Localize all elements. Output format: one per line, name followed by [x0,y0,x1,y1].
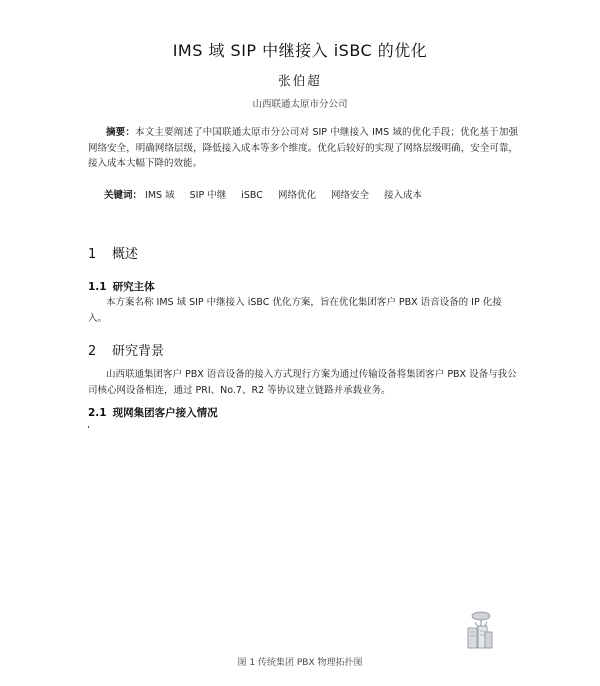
author: 张伯超 [278,73,322,88]
figure-caption: 图 1 传统集团 PBX 物理拓扑图 [237,658,363,668]
abstract-text: 本文主要阐述了中国联通太原市分公司对 SIP 中继接入 IMS 域的优化手段；优化基于加强网络安全，明确网络层级，降低接入成本等多个维度。优化后较好的实现了网络层级明确，安全可靠，接入成本大幅下降的效能。 [88,127,518,169]
abstract-label: 摘要： [106,127,136,138]
affiliation: 山西联通太原市分公司 [252,99,348,110]
section-heading [88,243,138,262]
figure-placeholder-mark [88,426,89,428]
keyword: IMS 域 [145,190,175,201]
subsection-heading [88,405,218,420]
section-heading [88,340,164,359]
keyword: 网络安全 [331,190,370,201]
keyword: 网络优化 [277,190,316,201]
keywords [104,187,524,201]
subsection-number: 2.1 [88,407,107,419]
paper-title: IMS 域 SIP 中继接入 iSBC 的优化 [172,41,428,60]
subsection-heading [88,279,155,294]
keywords-label: 关键词： [104,190,143,201]
section-title: 概述 [112,247,139,262]
keyword: 接入成本 [384,190,423,201]
section-number: 2 [88,344,97,359]
paragraph: 山西联通集团客户 PBX 语音设备的接入方式现行方案为通过传输设备将集团客户 PBX 设备与我公司核心网设备相连，通过 PRI、No.7、R2 等协议建立链路并承载业务。 [88,369,517,396]
subsection-title: 研究主体 [112,281,155,293]
subsection-title: 现网集团客户接入情况 [112,407,218,419]
network-device-icon [464,610,494,650]
keyword: iSBC [241,190,263,201]
paragraph: 本方案名称 IMS 域 SIP 中继接入 iSBC 优化方案，旨在优化集团客户 PBX 语音设备的 IP 化接入。 [88,297,502,324]
section-number: 1 [88,247,97,262]
subsection-number: 1.1 [88,281,107,293]
abstract [88,125,518,172]
section-title: 研究背景 [112,344,165,359]
keyword: SIP 中继 [189,190,227,201]
